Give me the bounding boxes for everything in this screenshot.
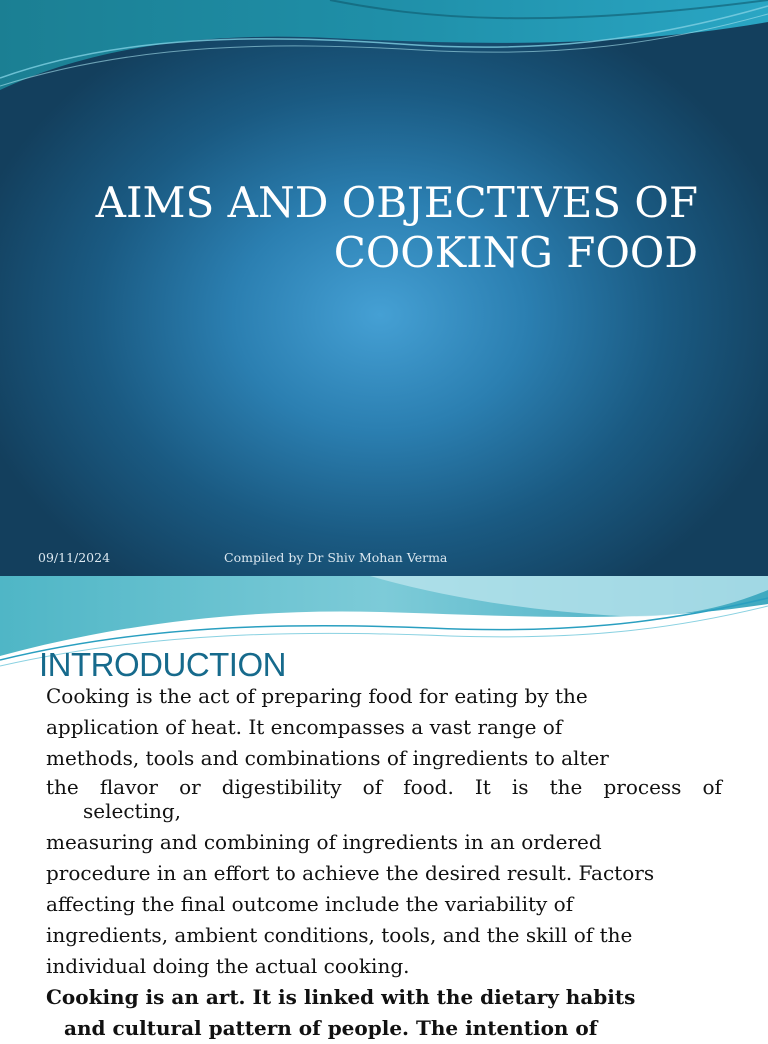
slide-date: 09/11/2024	[38, 550, 111, 565]
body-word: digestibility	[221, 775, 342, 799]
body-line: measuring and combining of ingredients in an ordered	[46, 830, 602, 854]
body-line: procedure in an effort to achieve the desired result. Factors	[46, 861, 655, 885]
introduction-body	[46, 681, 722, 1044]
body-word: food.	[403, 775, 454, 799]
body-line: application of heat. It encompasses a vast range of	[46, 715, 563, 739]
slide-credit: Compiled by Dr Shiv Mohan Verma	[224, 550, 448, 565]
body-line-bold: Cooking is an art. It is linked with the dietary habits	[46, 985, 636, 1009]
section-heading: INTRODUCTION	[39, 646, 286, 683]
body-line: individual doing the actual cooking.	[46, 954, 410, 978]
body-line: Cooking is the act of preparing food for eating by the	[46, 684, 588, 708]
body-word: the	[46, 775, 79, 799]
body-line: affecting the final outcome include the variability of	[46, 892, 574, 916]
body-word: process	[603, 775, 682, 799]
decorative-wave-header	[0, 0, 768, 110]
body-line: methods, tools and combinations of ingredients to alter	[46, 746, 609, 770]
body-word: or	[179, 775, 201, 799]
slide-title: AIMS AND OBJECTIVES OF COOKING FOOD	[95, 178, 698, 277]
body-word: is	[511, 775, 529, 799]
body-word: of	[362, 775, 383, 799]
introduction-slide	[0, 576, 768, 1040]
body-word: flavor	[99, 775, 158, 799]
body-word: the	[549, 775, 583, 799]
body-line-bold: and cultural pattern of people. The intention of	[64, 1016, 598, 1040]
body-line-justified	[46, 774, 722, 800]
body-word: of	[702, 775, 722, 799]
body-line: selecting,	[83, 799, 182, 823]
body-line: ingredients, ambient conditions, tools, and the skill of the	[46, 923, 633, 947]
body-word: It	[474, 775, 491, 799]
